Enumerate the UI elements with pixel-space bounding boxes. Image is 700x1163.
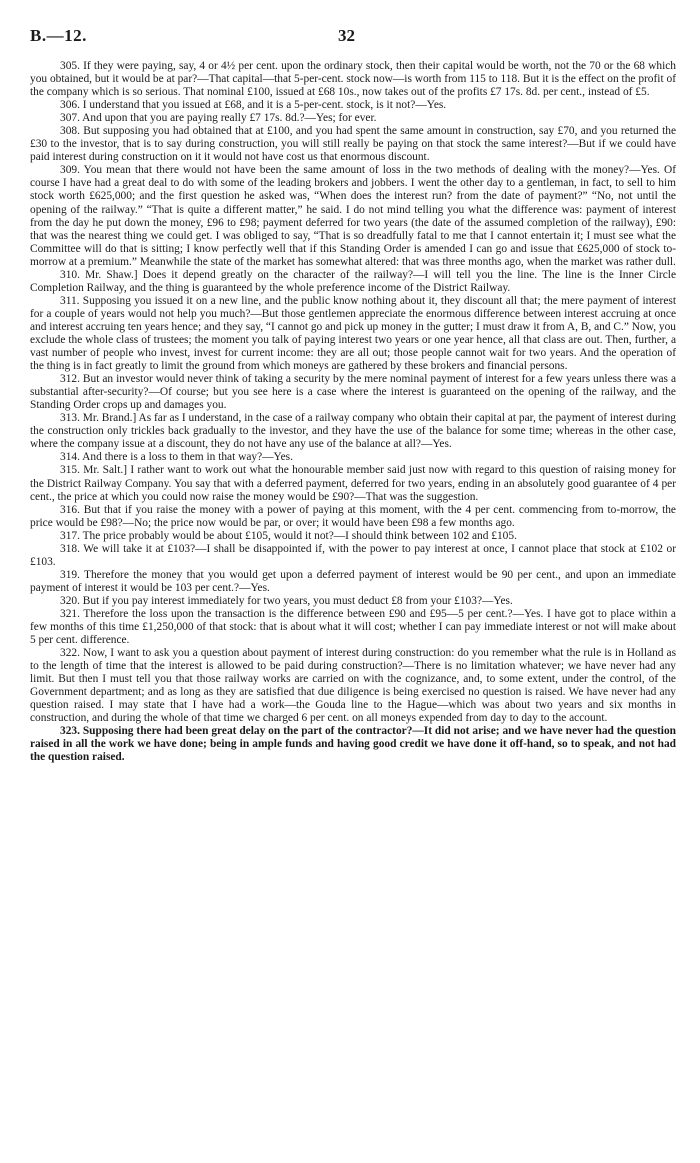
document-reference: B.—12. <box>30 26 87 45</box>
paragraph-307: 307. And upon that you are paying really £7 17s. 8d.?—Yes; for ever. <box>60 112 377 125</box>
paragraph-318: 318. We will take it at £103?—I shall be disappointed if, with the power to pay interest at once, I cannot place that stock at £102 or £103. <box>30 542 676 568</box>
paragraph-311: 311. Supposing you issued it on a new line, and the public know nothing about it, they discount all that; the mere payment of interest for a couple of years would not help you much?—But those gentlemen appreciate the enormous difference between interest accruing at once and interest accruing ten years hence; and they say, “I cannot go and pick up money in the gutter; I must draw it from A, B, and C.” Now, you exclude the whole class of trustees; the moment you talk of paying interest two years or one year hence, all that class are out. Then, further, a vast number of people who invest, invest for current income: they are all out; those people cannot wait for two years. And the operation of the thing is in fact greatly to limit the ground from which moneys are gathered by these brokers and financial persons. <box>30 294 676 373</box>
page-number: 32 <box>338 26 355 45</box>
paragraph-323: 323. Supposing there had been great delay on the part of the contractor?—It did not arise; and we have never had the question raised in all the work we have done; being in ample funds and having good credit we have done it off-hand, so to speak, and not had the question raised. <box>30 725 676 764</box>
paragraph-320: 320. But if you pay interest immediately for two years, you must deduct £8 from your £103?—Yes. <box>60 594 513 607</box>
paragraph-305: 305. If they were paying, say, 4 or 4½ per cent. upon the ordinary stock, then their capital would be worth, not the 70 or the 68 which you obtained, but it would be at par?—That capital—that 5-per-cent. stock now—is worth from 115 to 118. But it is the effect on the profit of the company which is so serious. That nominal £100, issued at £68 10s., now takes out of the profits £7 17s. 8d. per cent., instead of £5. <box>30 60 676 99</box>
paragraph-309: 309. You mean that there would not have been the same amount of loss in the two methods of dealing with the money?—Yes. Of course I have had a great deal to do with some of the leading brokers and jobbers. I went the other day to a gentleman, in fact, to sell to him stock worth £625,000; and the first question he asked was, “When does the interest run? from the date of payment?” “No, not until the opening of the railway.” “That is quite a different matter,” he said. I do not mind telling you what the difference was: payment of interest from the day he put down the money, £96 to £98; payment deferred for two years (the date of the assumed completion of the railway), £90: that was the nearest thing we could get. I was obliged to say, “That is so dreadfully fatal to me that I cannot entertain it; I must see what the Committee will do that is sitting; I know perfectly well that if this Standing Order is amended I can go and issue that £625,000 of stock to-morrow at a premium.” Meanwhile the state of the market has somewhat altered: that was three months ago, when the market was rather dull. <box>30 164 676 268</box>
paragraph-319: 319. Therefore the money that you would get upon a deferred payment of interest would be 90 per cent., and upon an immediate payment of interest it would be 103 per cent.?—Yes. <box>30 568 676 594</box>
paragraph-316: 316. But that if you raise the money with a power of paying at this moment, with the 4 per cent. commencing from to-morrow, the price would be £98?—No; the price now would be par, or over; it would have been £98 a few months ago. <box>30 503 676 529</box>
document-body <box>30 60 676 765</box>
paragraph-317: 317. The price probably would be about £105, would it not?—I should think between 102 and £105. <box>60 529 517 542</box>
paragraph-310: 310. Mr. Shaw.] Does it depend greatly on the character of the railway?—I will tell you the line. The line is the Inner Circle Completion Railway, and the thing is guaranteed by the whole preference income of the District Railway. <box>30 268 676 294</box>
paragraph-314: 314. And there is a loss to them in that way?—Yes. <box>60 451 293 464</box>
paragraph-313: 313. Mr. Brand.] As far as I understand, in the case of a railway company who obtain their capital at par, the payment of interest during the construction only trickles back gradually to the investor, and they have the use of the balance for some time; whereas in the other case, where the company issue at a discount, they do not have any use of the balance at all?—Yes. <box>30 412 676 451</box>
paragraph-308: 308. But supposing you had obtained that at £100, and you had spent the same amount in construction, say £70, and you returned the £30 to the investor, that is to say during construction, you will still really be paying on that stock the same interest?—But if we could have paid interest during construction on it it would not have cost us that enormous discount. <box>30 125 676 164</box>
paragraph-322: 322. Now, I want to ask you a question about payment of interest during construction: do you remember what the rule is in Holland as to the length of time that the interest is allowed to be paid during construction?—There is no limitation whatever; we have never had any limit. But then I must tell you that those railway works are carried on with the cognizance, and, to some extent, under the control, of the Government department; and as long as they are satisfied that due diligence is being exercised no question is raised. We have never had any question raised. I may state that I have had a work—the Gouda line to the Hague—which was about two years and six months in construction, and during the whole of that time we charged 6 per cent. on all moneys expended from day to day to the account. <box>30 647 676 725</box>
paragraph-312: 312. But an investor would never think of taking a security by the mere nominal payment of interest for a few years unless there was a substantial after-security?—Of course; but you see here is a case where the interest is guaranteed on the opening of the railway, and the Standing Order crops up and damages you. <box>30 373 676 412</box>
paragraph-306: 306. I understand that you issued at £68, and it is a 5-per-cent. stock, is it not?—Yes. <box>60 99 447 112</box>
page-header <box>30 26 670 48</box>
paragraph-321: 321. Therefore the loss upon the transaction is the difference between £90 and £95—5 per cent.?—Yes. I have got to place within a few months of this time £1,250,000 of that stock: that is about what it will cost; whether I can pay immediate interest or not will make about 5 per cent. difference. <box>30 607 676 647</box>
paragraph-315: 315. Mr. Salt.] I rather want to work out what the honourable member said just now with regard to this question of raising money for the District Railway Company. You say that with a deferred payment, deferred for two years, ending in an absolutely good guarantee of 4 per cent., the price at which you could now raise the money would be £90?—That was the suggestion. <box>30 464 676 503</box>
